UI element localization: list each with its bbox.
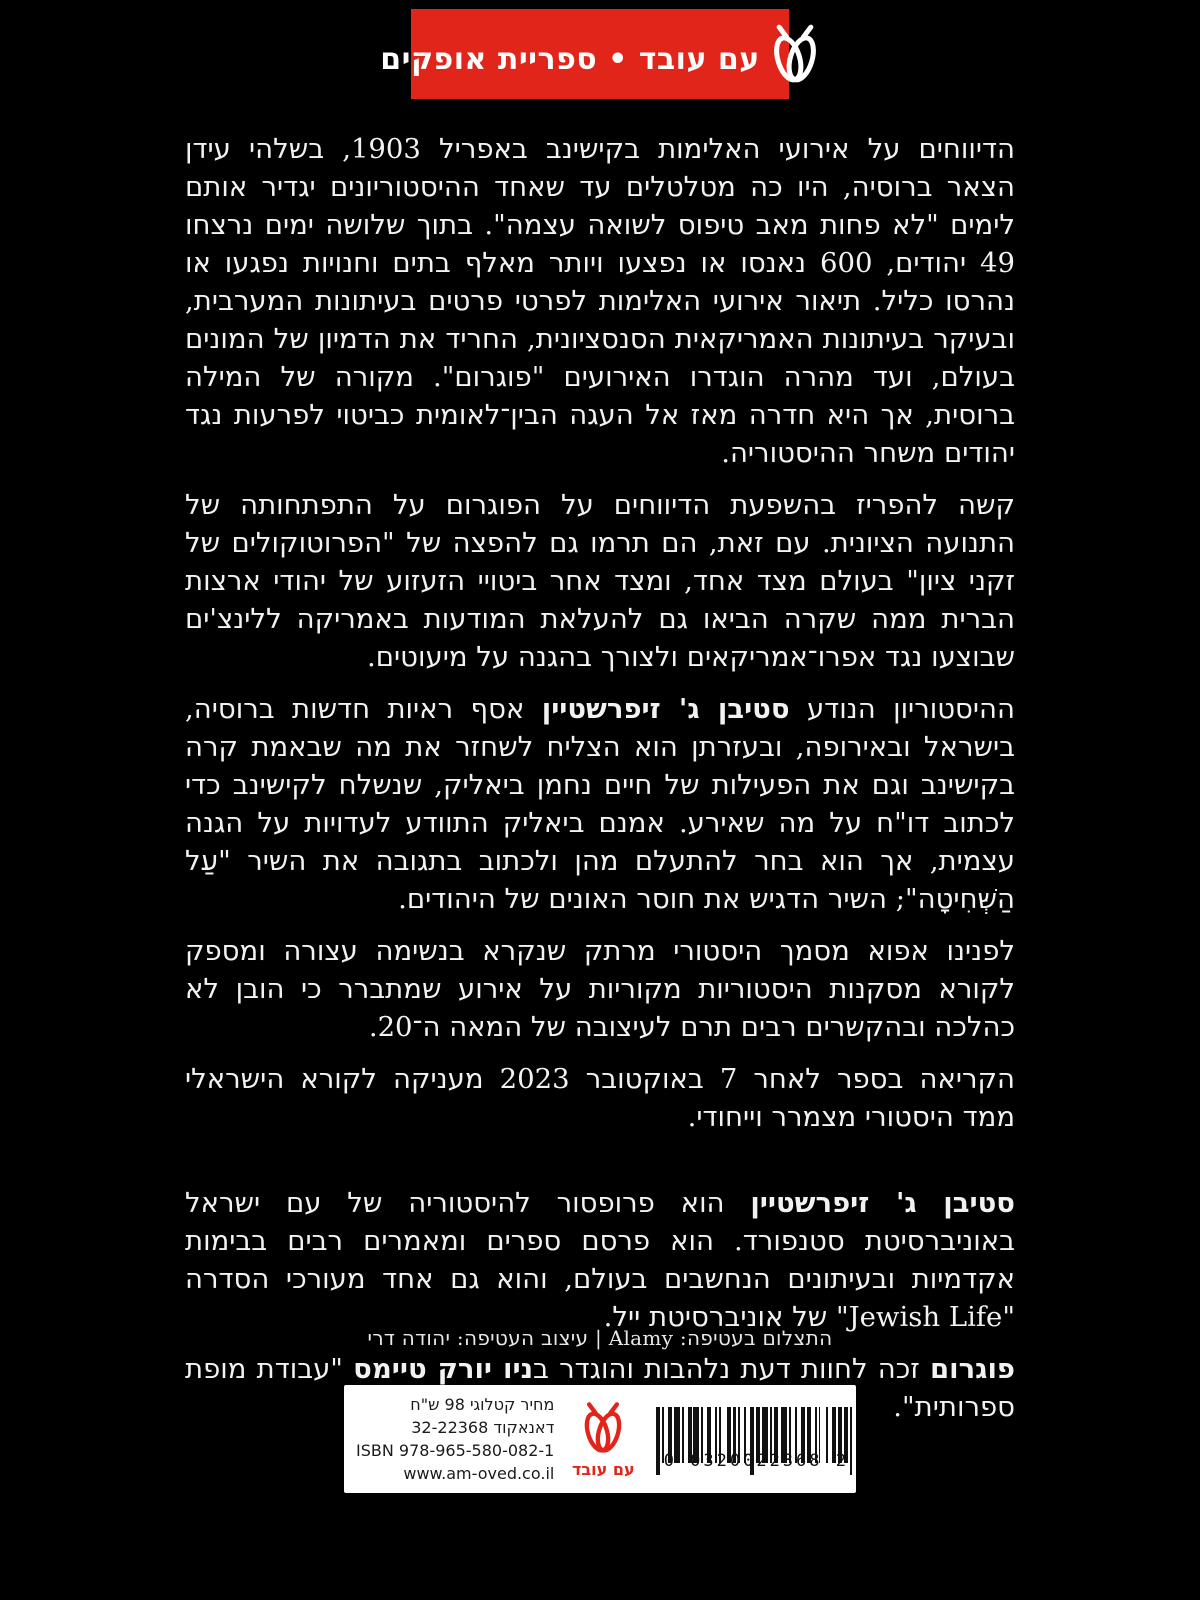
text-run: הדיווחים על אירועי האלימות בקישינב באפריל 1903, בשלהי עידן הצאר ברוסיה, היו כה מטלטלים עד שאחד ההיסטוריונים יגדיר אותם לימים "לא פחות מאב טיפוס לשואה עצמה". בתוך שלושה ימים נרצחו 49 יהודים, 600 נאנסו או נפצעו ויותר מאלף בתים וחנויות נפגעו או נהרסו כליל. תיאור אירועי האלימות לפרטי פרטים בעיתונות המערבית, ובעיקר בעיתונות האמריקאית הסנסציונית, החריד את הדמיון של המונים בעולם, ועד מהרה הוגדרו האירועים "פוגרום". מקורה של המילה ברוסית, אך היא חדרה מאז אל העגה הבין־לאומית כביטוי לפרעות נגד יהודים משחר ההיסטוריה.: [185, 133, 1015, 469]
back-cover-text: [185, 130, 1015, 1440]
publisher-banner: [380, 9, 789, 99]
body-paragraph: [185, 932, 1015, 1046]
text-run: "עבודת מופת ספרותית".: [185, 1353, 1015, 1423]
body-paragraph: [185, 1184, 1015, 1336]
body-paragraph: [185, 130, 1015, 472]
publisher-name: עם עובד: [572, 1459, 635, 1479]
isbn: ISBN 978-965-580-082-1: [356, 1441, 555, 1460]
body-paragraph: [185, 486, 1015, 676]
barcode-digits: 0 0320022368 2: [663, 1451, 849, 1471]
text-run: ניו יורק טיימס: [353, 1353, 534, 1385]
body-paragraph: [185, 1060, 1015, 1136]
body-paragraph: [185, 690, 1015, 918]
danacode: דאנאקוד 32-22368: [411, 1418, 555, 1437]
text-run: זכה לחוות דעת נלהבות והוגדר ב: [533, 1353, 931, 1385]
text-run: לפנינו אפוא מסמך היסטורי מרתק שנקרא בנשימה עצורה ומספק לקורא מסקנות היסטוריות מקוריות על אירוע שמתברר כי הובן לא כהלכה ובהקשרים רבים תרם לעיצובה של המאה ה־20.: [185, 935, 1015, 1043]
publisher-logo-block: [564, 1400, 642, 1479]
text-run: קשה להפריז בהשפעת הדיווחים על הפוגרום על התפתחותה של התנועה הציונית. עם זאת, הם תרמו גם להפצה של "הפרוטוקולים של זקני ציון" בעולם מצד אחד, ומצד אחר ביטויי הזעזוע של יהודי ארצות הברית ממה שקרה הביאו גם להעלאת המודעות באמריקה ללינצ'ים שבוצעו נגד אפרו־אמריקאים ולצורך בהגנה על מיעוטים.: [185, 489, 1015, 673]
credits-line: התצלום בעטיפה: Alamy | עיצוב העטיפה: יהודה דרי: [367, 1326, 833, 1350]
am-oved-logo-icon: [770, 22, 820, 88]
colophon-box: [344, 1385, 856, 1493]
text-run: אסף ראיות חדשות ברוסיה, בישראל ובאירופה, ובעזרתן הוא הצליח לשחזר את מה שבאמת קרה בקישינב וגם את הפעילות של חיים נחמן ביאליק, שנשלח לקישינב כדי לכתוב דו"ח על מה שאירע. אמנם ביאליק התוודע לעדויות על הגנה עצמית, אך הוא בחר להתעלם מהן ולכתוב בתגובה את השיר "עַל הַשְּׁחִיטָה"; השיר הדגיש את חוסר האונים של היהודים.: [185, 693, 1015, 915]
text-run: סטיבן ג' זיפרשטיין: [750, 1187, 1015, 1219]
publisher-website: www.am-oved.co.il: [403, 1464, 555, 1483]
text-run: פוגרום: [930, 1353, 1015, 1385]
text-run: הוא פרופסור להיסטוריה של עם ישראל באוניברסיטת סטנפורד. הוא פרסם ספרים ומאמרים רבים בבימות אקדמיות ובעיתונים הנחשבים בעולם, והוא גם אחד מעורכי הסדרה "Jewish Life" של אוניברסיטת ייל.: [185, 1187, 1015, 1333]
text-run: ההיסטוריון הנודע: [789, 693, 1015, 725]
text-run: הקריאה בספר לאחר 7 באוקטובר 2023 מעניקה לקורא הישראלי ממד היסטורי מצמרר וייחודי.: [185, 1063, 1016, 1133]
catalog-price: מחיר קטלוגי 98 ש"ח: [410, 1395, 555, 1414]
barcode: [652, 1407, 860, 1471]
publisher-series-label: עם עובד • ספריית אופקים: [380, 41, 760, 77]
colophon-info: [356, 1393, 554, 1485]
text-run: סטיבן ג' זיפרשטיין: [541, 693, 790, 725]
am-oved-logo-icon: [581, 1400, 625, 1458]
